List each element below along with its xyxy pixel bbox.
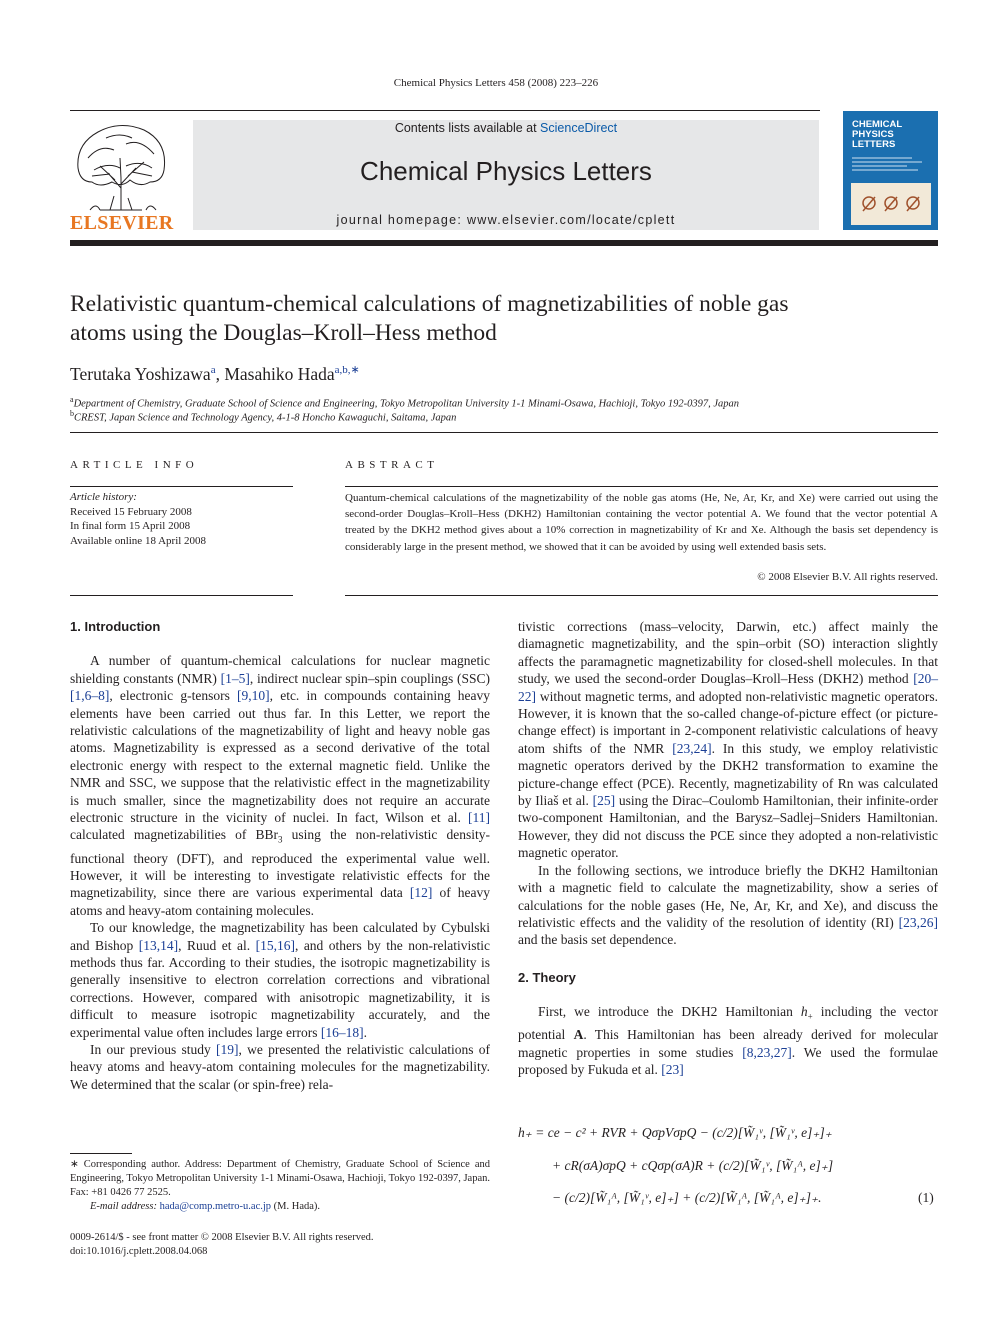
footnote-mark: ∗ [70,1159,79,1170]
abstract-copyright: © 2008 Elsevier B.V. All rights reserved. [757,571,938,583]
article-info-rule [70,486,293,487]
affiliation-b [70,409,456,424]
citation-link[interactable]: [23] [661,1062,684,1078]
article-history [70,490,206,548]
author-yoshizawa: Terutaka Yoshizawa [70,363,211,384]
citation-link[interactable]: [1–5] [220,670,250,686]
citation-link[interactable]: [16–18] [320,1024,364,1040]
author-separator: , [215,363,225,384]
affiliation-a [70,395,739,410]
corresponding-author-footnote: ∗ Corresponding author. Address: Department of Chemistry, Graduate School of Science and Engineering, Tokyo Metropolitan University 1-1 Minami-Osawa, Hachioji, Tokyo 192-0397, Japan. Fax: +81 0426 77 2525. E-mail address: hada@comp.metro-u.ac.jp (M. Hada). [70,1159,490,1212]
sciencedirect-link[interactable]: ScienceDirect [540,121,618,135]
affil-mark: b [70,409,74,418]
article-info-heading: ARTICLE INFO [70,459,199,471]
article-info-bottom-rule [70,595,293,596]
citation-link[interactable]: [1,6–8] [70,688,110,704]
section-theory-heading: 2. Theory [518,969,576,985]
intro-paragraph-3: In our previous study [19], we presented the relativistic calculations of heavy atoms and heavy-atom containing molecules for the magnetizability. We determined that the scalar (or spin-free) rela- [70,1042,490,1092]
citation-link[interactable]: [8,23,27] [742,1044,792,1060]
equation-line-1: h₊ = ce − c² + RVR + QσpVσpQ − (c/2)[W̃₁ᵛ, [W̃₁ᵛ, e]₊]₊ [518,1125,832,1140]
history-online: Available online 18 April 2008 [70,534,207,547]
affil-text: Department of Chemistry, Graduate School of Science and Engineering, Tokyo Metropolitan University 1-1 Minami-Osawa, Hachioji, Tokyo 192-0397, Japan [73,398,740,410]
citation-link[interactable]: [25] [592,793,616,809]
author-affil-sup[interactable]: a [210,364,216,376]
doi-line[interactable]: doi:10.1016/j.cplett.2008.04.068 [70,1246,208,1257]
title-divider [70,432,938,433]
abstract-rule [345,486,938,487]
author-hada: Masahiko Hada [224,363,335,384]
affil-mark: a [70,395,74,404]
history-received: Received 15 February 2008 [70,505,192,518]
citation-link[interactable]: [15,16] [255,937,295,953]
contents-prefix: Contents lists available at [394,121,541,135]
cover-title: CHEMICAL PHYSICS LETTERS [852,119,902,150]
citation-link[interactable]: [19] [215,1042,239,1058]
footnote-rule [70,1153,132,1154]
abstract-text: Quantum-chemical calculations of the magnetizability of the noble gas atoms (He, Ne, Ar, Kr, and Xe) were carried out using the second-order Douglas–Kroll–Hess (DKH2) Hamiltonian containing the vector potential A. We found that the vector potential A treated by the DKH2 method gives about a 10% correction in magnetizability of Kr and Xe. Although the basis set dependency is considerably large in the present method, we showed that it can be avoided by using well extended basis sets. [345,492,938,553]
intro-paragraph-1: A number of quantum-chemical calculations for nuclear magnetic shielding constants (NMR) [1–5], indirect nuclear spin–spin couplings (SSC) [1,6–8], electronic g-tensors [9,10], etc. in compounds containing heavy elements have been carried out thus far. In this Letter, we report the relativistic calculations of the magnetizability of light and heavy noble gas atoms. Magnetizability is expressed as a second derivative of the total electronic energy with respect to the external magnetic field. Unlike the NMR and SSC, we suppose that the relativistic effect in the magnetizability is much smaller, since the magnetizability does not require an accurate electronic structure in the vicinity of nuclei. In fact, Wilson et al. [11] calculated magnetizabilities of BBr$_3$ using the non-relativistic density-functional theory (DFT), and reproduced the experimental value well. However, it will be interesting to investigate relativistic effects for the magnetizability, since there are various experimental data [12] of heavy atoms and heavy-atom containing molecules. [70,653,491,918]
abstract-bottom-rule [345,595,938,596]
intro-paragraph-5: In the following sections, we introduce briefly the DKH2 Hamiltonian with a magnetic field to calculate the magnetizability, show a series of calculations for the noble gases (He, Ne, Ar, Kr, and Xe), and discuss the relativistic effects and the validity of the resolution of identity (RI) [23,26] and the basis set dependence. [518,862,938,948]
header-thick-rule [70,240,938,246]
journal-citation: Chemical Physics Letters 458 (2008) 223–226 [393,77,599,89]
history-label: Article history: [70,491,137,503]
citation-link[interactable]: [13,14] [138,937,179,953]
citation-link[interactable]: [20–22] [518,671,938,704]
intro-paragraph-2: To our knowledge, the magnetizability has been calculated by Cybulski and Bishop [13,14], Ruud et al. [15,16], and others by the non-relativistic methods thus far. According to their studies, the isotropic magnetizability is generally insensitive to electron correlation corrections and vibrational corrections. However, compared with anisotropic magnetizability, it is difficult to measure isotropic magnetizability accurately, and the experimental value often includes large errors [16–18]. [70,920,490,1040]
header-rule [70,110,820,111]
history-final: In final form 15 April 2008 [70,520,191,532]
elsevier-wordmark: ELSEVIER [70,212,174,234]
author-list [70,363,360,385]
issn-line: 0009-2614/$ - see front matter © 2008 Elsevier B.V. All rights reserved. [70,1232,374,1243]
theory-paragraph-1: First, we introduce the DKH2 Hamiltonian $h_+$ including the vector potential A. This Hamiltonian has been already derived for molecular magnetic properties in some studies [8,23,27]. We used the formulae proposed by Fukuda et al. [23] [518,1004,938,1078]
cover-artwork [851,183,931,225]
affil-text: CREST, Japan Science and Technology Agency, 4-1-8 Honcho Kawaguchi, Saitama, Japan [74,412,457,424]
title-line-1: Relativistic quantum-chemical calculations of magnetizabilities of noble gas [70,291,789,317]
title-line-2: atoms using the Douglas–Kroll–Hess method [70,320,497,346]
citation-link[interactable]: [12] [409,885,433,901]
equation-line-3: − (c/2)[W̃₁ᴬ, [W̃₁ᵛ, e]₊] + (c/2)[W̃₁ᴬ, [W̃₁ᴬ, e]₊]₊. [552,1190,822,1205]
equation-number: (1) [918,1190,934,1205]
left-column [70,618,490,1093]
email-label: E-mail address: [90,1201,157,1212]
citation-link[interactable]: [11] [468,810,490,826]
right-column [518,618,938,1078]
journal-title: Chemical Physics Letters [360,156,652,186]
email-link[interactable]: hada@comp.metro-u.ac.jp [159,1201,272,1212]
equation-line-2: + cR(σA)σpQ + cQσp(σA)R + (c/2)[W̃₁ᵛ, [W̃₁ᴬ, e]₊] [552,1158,834,1173]
contents-line [193,121,819,135]
issn-doi [70,1231,373,1259]
citation-link[interactable]: [23,24] [672,740,712,756]
intro-paragraph-4: tivistic corrections (mass–velocity, Darwin, etc.) affect mainly the diamagnetic magnetizability, and the spin–orbit (SO) interaction slightly affects the paramagnetic magnetizability for closed-shell molecules. In that study, we used the second-order Douglas–Kroll–Hess (DKH2) method [20–22] without magnetic terms, and adopted non-relativistic magnetic operators. However, it is known that the so-called change-of-picture effect (or picture-change effect) is important in 2-component relativistic calculations of heavy atom shifts of the NMR [23,24]. In this study, we employ relativistic magnetic operators derived by the DKH2 transformation to examine the picture-change effect (PCE). Recently, magnetizability of Rn was calculated by Iliaš et al. [25] using the Dirac–Coulomb Hamiltonian, their infinite-order two-component Hamiltonian, and the Barysz–Sadlej–Sniders Hamiltonian. However, they did not discuss the PCE since they adopted a non-relativistic magnetic operator. [518,619,939,861]
section-introduction-heading: 1. Introduction [70,619,161,634]
article-title [70,290,930,348]
citation-link[interactable]: [23,26] [898,914,938,930]
abstract-heading: ABSTRACT [345,459,439,471]
author-affil-sup[interactable]: a,b,∗ [334,364,360,376]
journal-homepage[interactable]: journal homepage: www.elsevier.com/locate/cplett [336,213,676,227]
citation-link[interactable]: [9,10] [237,688,270,704]
cover-text-lines [852,155,930,175]
